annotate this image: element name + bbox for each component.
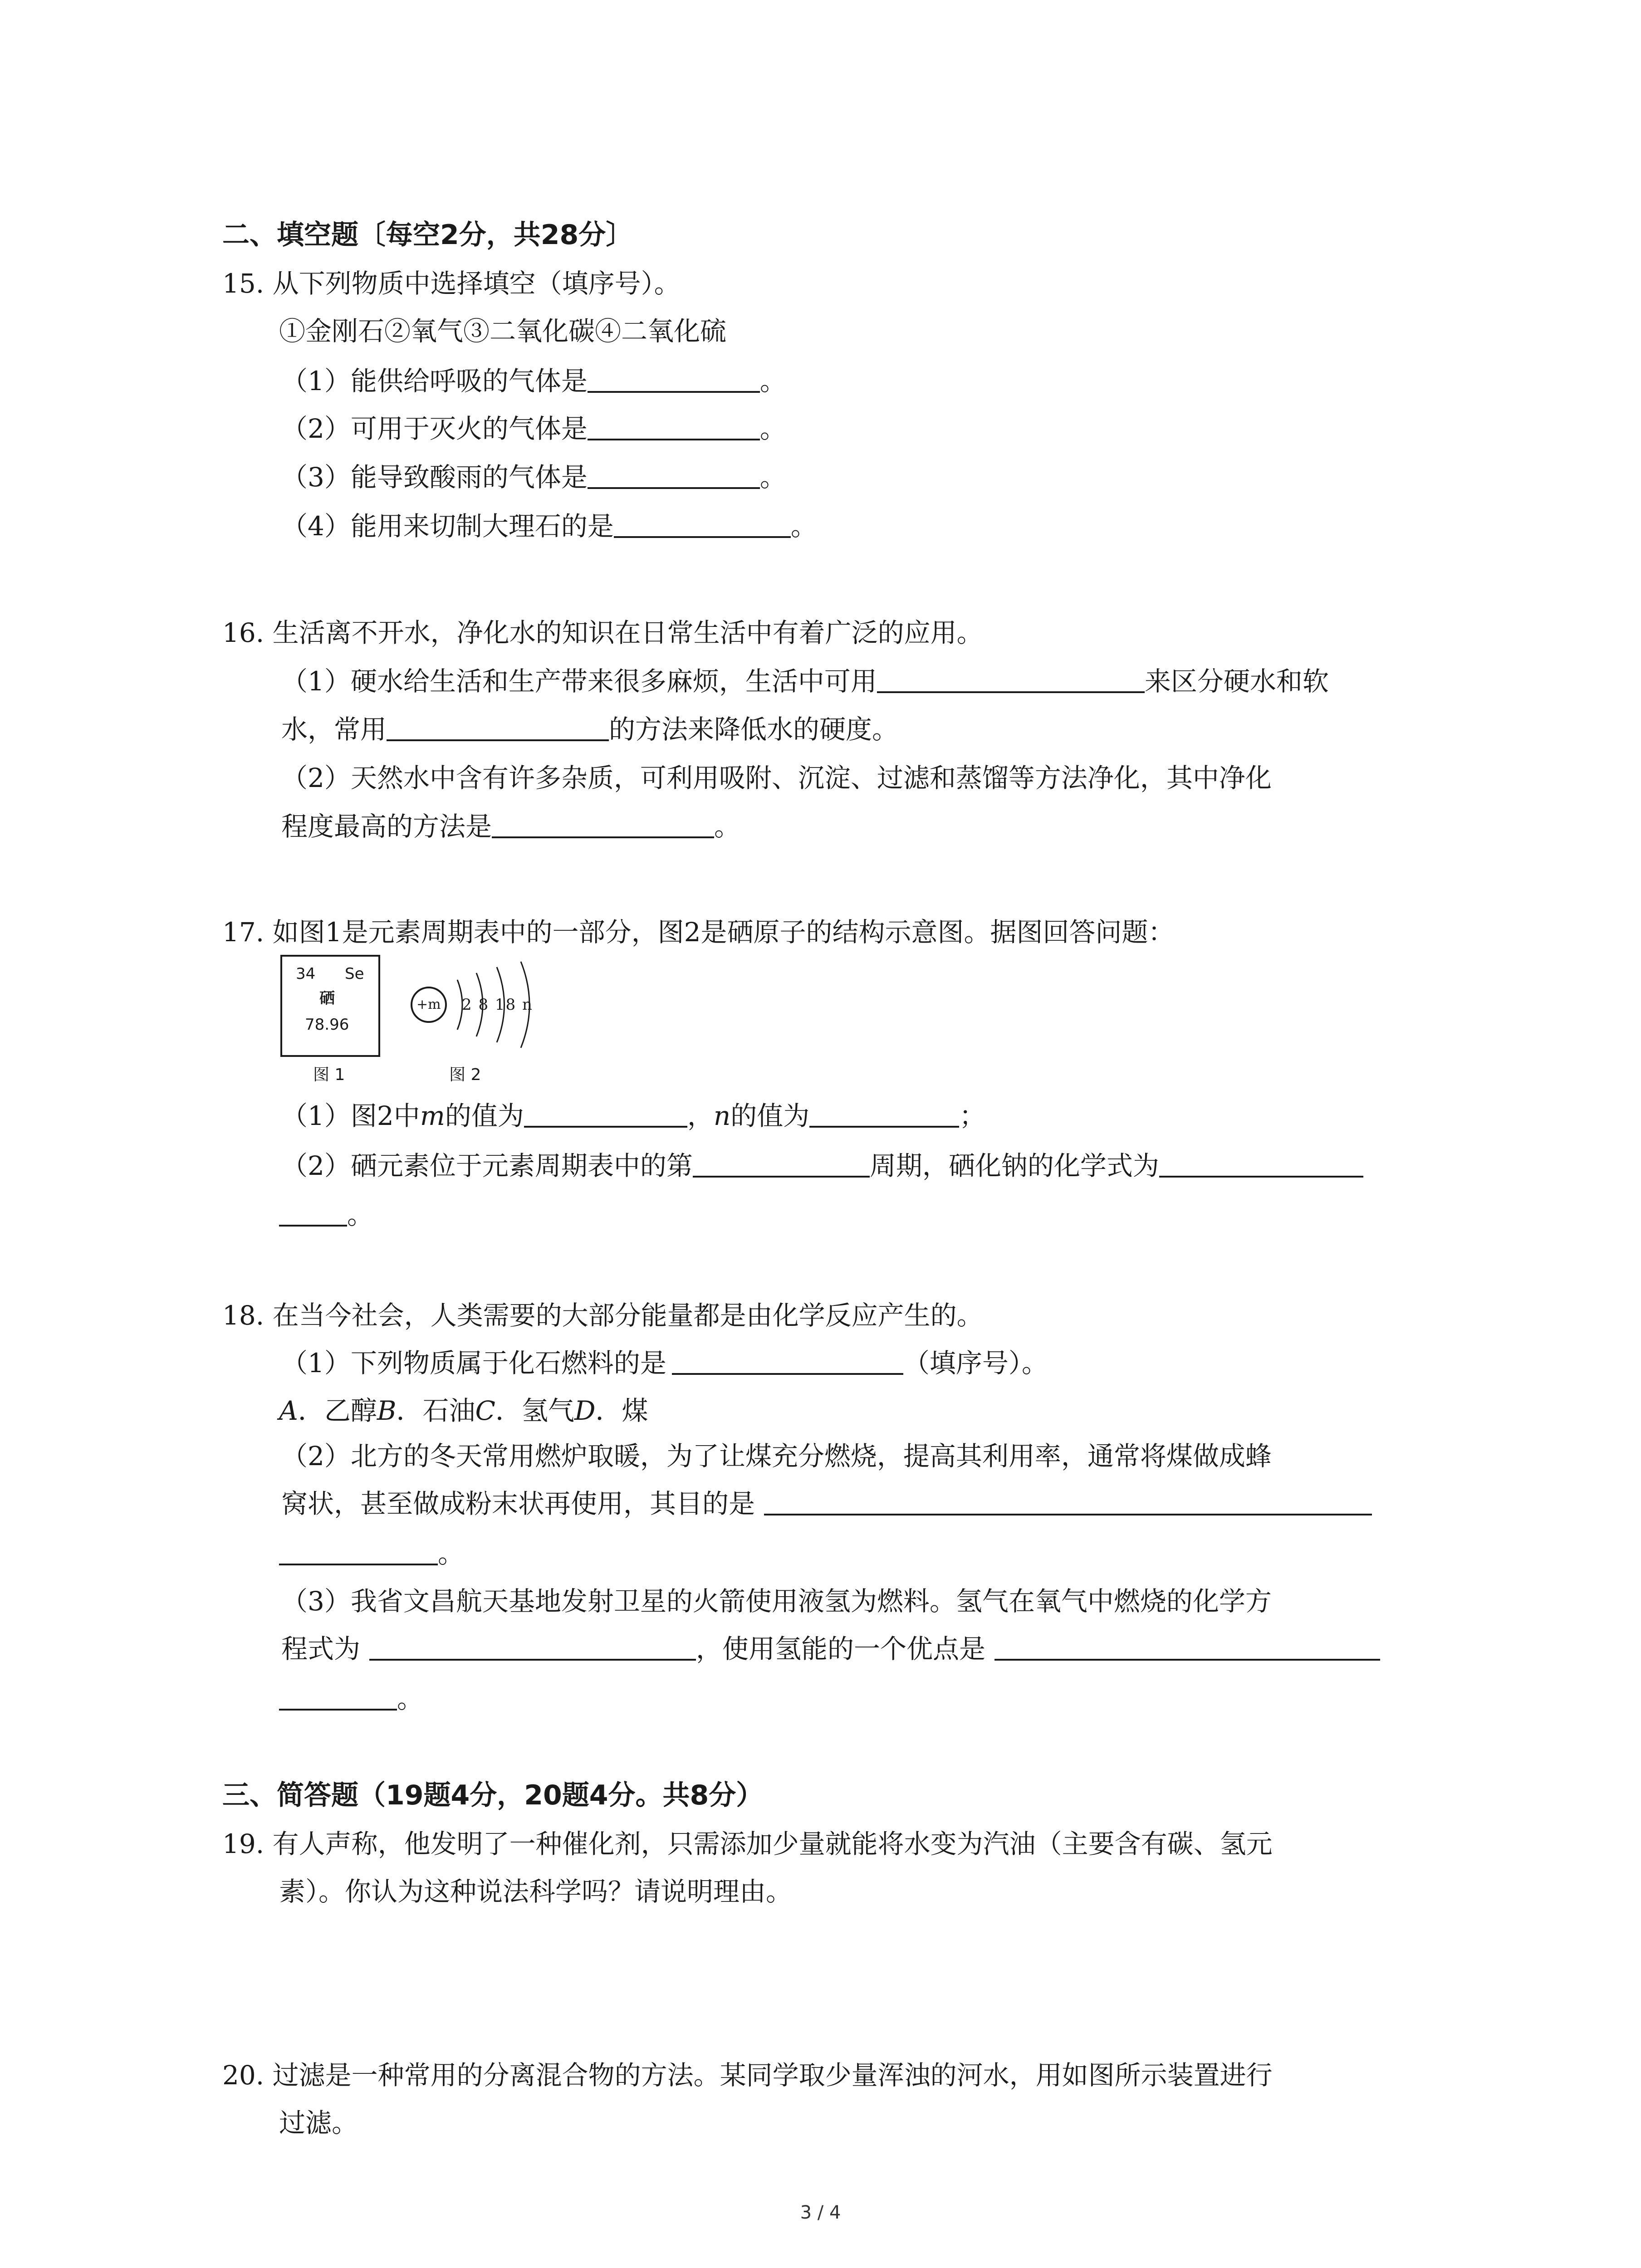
question-stem: 19. 有人声称，他发明了一种催化剂，只需添加少量就能将水变为汽油（主要含有碳、氢元 bbox=[222, 1828, 1273, 1859]
answer-blank[interactable] bbox=[588, 460, 760, 489]
option-d-text: ．煤 bbox=[595, 1395, 648, 1426]
option-b-text: ．石油 bbox=[396, 1395, 475, 1426]
question-part: （2）天然水中含有许多杂质，可利用吸附、沉淀、过滤和蒸馏等方法净化，其中净化 bbox=[281, 763, 1272, 793]
question-stem: 素）。你认为这种说法科学吗？请说明理由。 bbox=[279, 1876, 793, 1907]
part-text: 窝状，甚至做成粉末状再使用，其目的是 bbox=[281, 1488, 755, 1519]
part-end: 。 bbox=[759, 462, 786, 493]
options-line bbox=[279, 1393, 648, 1429]
question-part bbox=[281, 363, 786, 399]
question-stem: 17. 如图1是元素周期表中的一部分，图2是硒原子的结构示意图。据图回答问题： bbox=[222, 917, 1175, 948]
question-part bbox=[281, 411, 786, 447]
part-text: （填序号）。 bbox=[903, 1348, 1048, 1378]
answer-blank[interactable] bbox=[1159, 1149, 1363, 1178]
answer-blank[interactable] bbox=[524, 1099, 687, 1128]
answer-blank[interactable] bbox=[588, 411, 760, 440]
question-part bbox=[279, 1535, 464, 1572]
part-text: ，使用氢能的一个优点是 bbox=[696, 1633, 986, 1664]
question-part: （2）北方的冬天常用燃炉取暖，为了让煤充分燃烧，提高其利用率，通常将煤做成蜂 bbox=[281, 1441, 1272, 1471]
question-stem: 过滤。 bbox=[279, 2107, 358, 2138]
question-stem: 20. 过滤是一种常用的分离混合物的方法。某同学取少量浑浊的河水，用如图所示装置进行 bbox=[222, 2060, 1273, 2091]
variable-m: m bbox=[420, 1100, 445, 1131]
question-part bbox=[281, 1345, 1048, 1381]
electron-shells: 2 8 18 n bbox=[462, 996, 533, 1014]
part-text: （2）可用于灭火的气体是 bbox=[281, 413, 588, 444]
part-text: 的值为 bbox=[445, 1100, 524, 1131]
answer-blank[interactable] bbox=[994, 1632, 1380, 1661]
nucleus-charge: +m bbox=[416, 997, 441, 1012]
answer-blank[interactable] bbox=[279, 1536, 438, 1565]
question-part bbox=[281, 1486, 1372, 1522]
answer-blank[interactable] bbox=[877, 664, 1145, 693]
answer-blank[interactable] bbox=[588, 364, 760, 393]
question-part bbox=[281, 1098, 985, 1134]
question-part bbox=[281, 508, 817, 544]
element-name: 硒 bbox=[319, 989, 335, 1007]
part-end: 。 bbox=[714, 811, 741, 842]
question-part bbox=[281, 1631, 1380, 1667]
answer-blank[interactable] bbox=[369, 1632, 696, 1661]
part-end: 。 bbox=[347, 1199, 374, 1230]
part-text: （2）硒元素位于元素周期表中的第 bbox=[281, 1150, 693, 1181]
figure-caption: 图 2 bbox=[449, 1066, 481, 1084]
part-text: （1）图2中 bbox=[281, 1100, 420, 1131]
part-text: （3）能导致酸雨的气体是 bbox=[281, 462, 588, 493]
part-end: 。 bbox=[759, 413, 786, 444]
element-symbol: Se bbox=[345, 965, 364, 983]
answer-blank[interactable] bbox=[809, 1099, 959, 1128]
part-end: 。 bbox=[790, 511, 817, 542]
question-stem: 18. 在当今社会，人类需要的大部分能量都是由化学反应产生的。 bbox=[222, 1300, 983, 1331]
answer-blank[interactable] bbox=[764, 1486, 1372, 1515]
atomic-number: 34 bbox=[296, 965, 316, 983]
part-text: 周期，硒化钠的化学式为 bbox=[869, 1150, 1159, 1181]
part-text: （1）硬水给生活和生产带来很多麻烦，生活中可用 bbox=[281, 666, 877, 697]
part-text: 程式为 bbox=[281, 1633, 361, 1664]
atomic-mass: 78.96 bbox=[305, 1016, 349, 1034]
question-stem: 16. 生活离不开水，净化水的知识在日常生活中有着广泛的应用。 bbox=[222, 617, 983, 648]
question-part bbox=[279, 1681, 423, 1717]
part-text: （4）能用来切制大理石的是 bbox=[281, 511, 614, 542]
part-text: （1）下列物质属于化石燃料的是 bbox=[281, 1348, 666, 1378]
variable-n: n bbox=[713, 1100, 731, 1131]
part-text: 来区分硬水和软 bbox=[1144, 666, 1329, 697]
answer-blank[interactable] bbox=[672, 1346, 903, 1375]
answer-blank[interactable] bbox=[693, 1149, 870, 1178]
question-stem: 15. 从下列物质中选择填空（填序号）。 bbox=[222, 268, 681, 299]
answer-blank[interactable] bbox=[279, 1681, 397, 1711]
answer-blank[interactable] bbox=[614, 509, 791, 538]
part-end: 。 bbox=[438, 1538, 465, 1569]
part-end: ； bbox=[959, 1100, 986, 1131]
figure-caption: 图 1 bbox=[313, 1066, 345, 1084]
part-text: （1）能供给呼吸的气体是 bbox=[281, 366, 588, 396]
option-a-text: ．乙醇 bbox=[298, 1395, 377, 1426]
option-c-text: ．氢气 bbox=[495, 1395, 574, 1426]
page-number: 3 / 4 bbox=[800, 2202, 841, 2223]
part-end: 。 bbox=[397, 1683, 424, 1714]
question-part bbox=[281, 808, 740, 845]
comma: ， bbox=[687, 1100, 714, 1131]
part-text: 程度最高的方法是 bbox=[281, 811, 492, 842]
question-part bbox=[281, 711, 898, 748]
section-title: 三、简答题（19题4分，20题4分。共8分） bbox=[222, 1779, 764, 1811]
question-part bbox=[281, 1148, 1363, 1184]
question-part bbox=[281, 663, 1329, 699]
section-title: 二、填空题〔每空2分，共28分〕 bbox=[222, 219, 633, 251]
option-d-letter: D bbox=[574, 1395, 596, 1426]
options-line: ①金刚石②氧气③二氧化碳④二氧化硫 bbox=[279, 316, 727, 347]
option-a-letter: A bbox=[279, 1395, 298, 1426]
answer-blank[interactable] bbox=[387, 712, 609, 741]
answer-blank[interactable] bbox=[279, 1198, 347, 1227]
question-part: （3）我省文昌航天基地发射卫星的火箭使用液氢为燃料。氢气在氧气中燃烧的化学方 bbox=[281, 1586, 1272, 1617]
answer-blank[interactable] bbox=[492, 809, 714, 838]
option-c-letter: C bbox=[475, 1395, 495, 1426]
question-part bbox=[281, 459, 786, 495]
part-text: 的方法来降低水的硬度。 bbox=[609, 714, 899, 745]
option-b-letter: B bbox=[377, 1395, 397, 1426]
periodic-table-cell bbox=[280, 955, 380, 1057]
part-end: 。 bbox=[759, 366, 786, 396]
part-text: 水，常用 bbox=[281, 714, 387, 745]
question-part bbox=[279, 1197, 373, 1233]
part-text: 的值为 bbox=[730, 1100, 810, 1131]
